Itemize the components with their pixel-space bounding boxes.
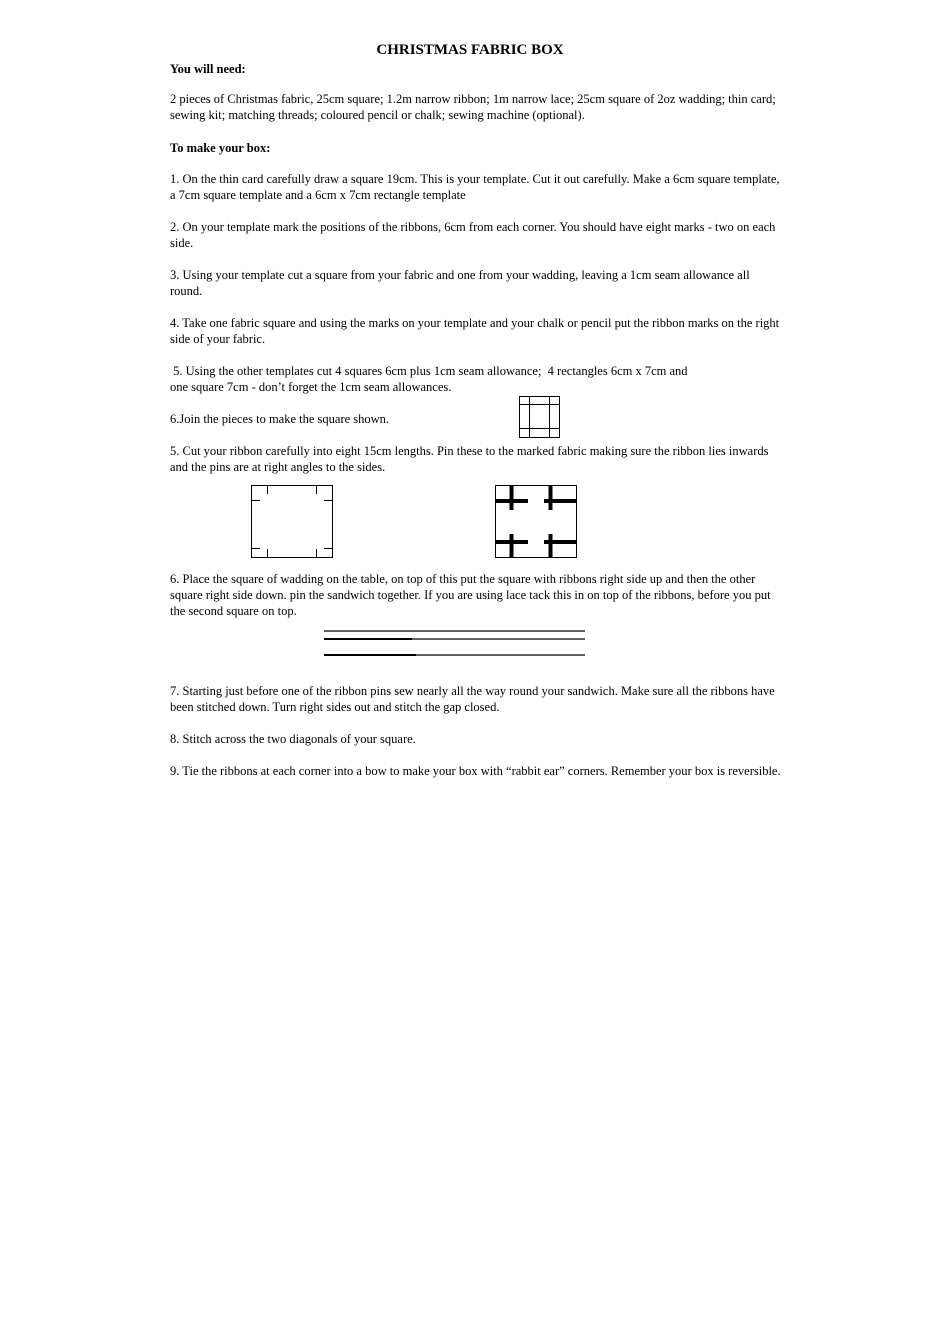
step-6a: 6.Join the pieces to make the square shown. (170, 412, 390, 426)
step-3: 3. Using your template cut a square from your fabric and one from your wadding, leaving a 1cm seam allowance all round. (170, 268, 750, 298)
step-5b: 5. Cut your ribbon carefully into eight 15cm lengths. Pin these to the marked fabric making sure the ribbon lies inwards and the pins are at right angles to the sides. (170, 444, 769, 474)
step-5a-line-2: one square 7cm - don’t forget the 1cm seam allowances. (170, 380, 452, 394)
pieced-square-diagram (519, 396, 561, 439)
step-5a-line-1: 5. Using the other templates cut 4 squares 6cm plus 1cm seam allowance; 4 rectangles 6cm x 7cm and (170, 364, 688, 378)
sandwich-layers-diagram (324, 628, 586, 658)
step-8: 8. Stitch across the two diagonals of your square. (170, 732, 416, 746)
ribbons-pinned-diagram (495, 485, 578, 559)
needs-heading: You will need: (170, 62, 246, 76)
needs-text: 2 pieces of Christmas fabric, 25cm square; 1.2m narrow ribbon; 1m narrow lace; 25cm square of 2oz wadding; thin card; sewing kit; matching threads; coloured pencil or chalk; sewing machine (optional). (170, 92, 776, 122)
step-6b: 6. Place the square of wadding on the table, on top of this put the square with ribbons right side up and then the other square right side down. pin the sandwich together. If you are using lace tack this in on top of the ribbons, before you put the second square on top. (170, 572, 771, 618)
page-title: CHRISTMAS FABRIC BOX (376, 42, 564, 58)
step-1: 1. On the thin card carefully draw a square 19cm. This is your template. Cut it out carefully. Make a 6cm square template, a 7cm square template and a 6cm x 7cm rectangle template (170, 172, 780, 202)
step-9: 9. Tie the ribbons at each corner into a bow to make your box with “rabbit ear” corners. Remember your box is reversible. (170, 764, 781, 778)
step-4: 4. Take one fabric square and using the marks on your template and your chalk or pencil put the ribbon marks on the right side of your fabric. (170, 316, 780, 346)
step-2: 2. On your template mark the positions of the ribbons, 6cm from each corner. You should have eight marks - two on each side. (170, 220, 776, 250)
step-7: 7. Starting just before one of the ribbon pins sew nearly all the way round your sandwich. Make sure all the ribbons have been stitched down. Turn right sides out and stitch the gap closed. (170, 684, 775, 714)
marked-fabric-diagram (251, 485, 334, 559)
make-heading: To make your box: (170, 141, 271, 155)
